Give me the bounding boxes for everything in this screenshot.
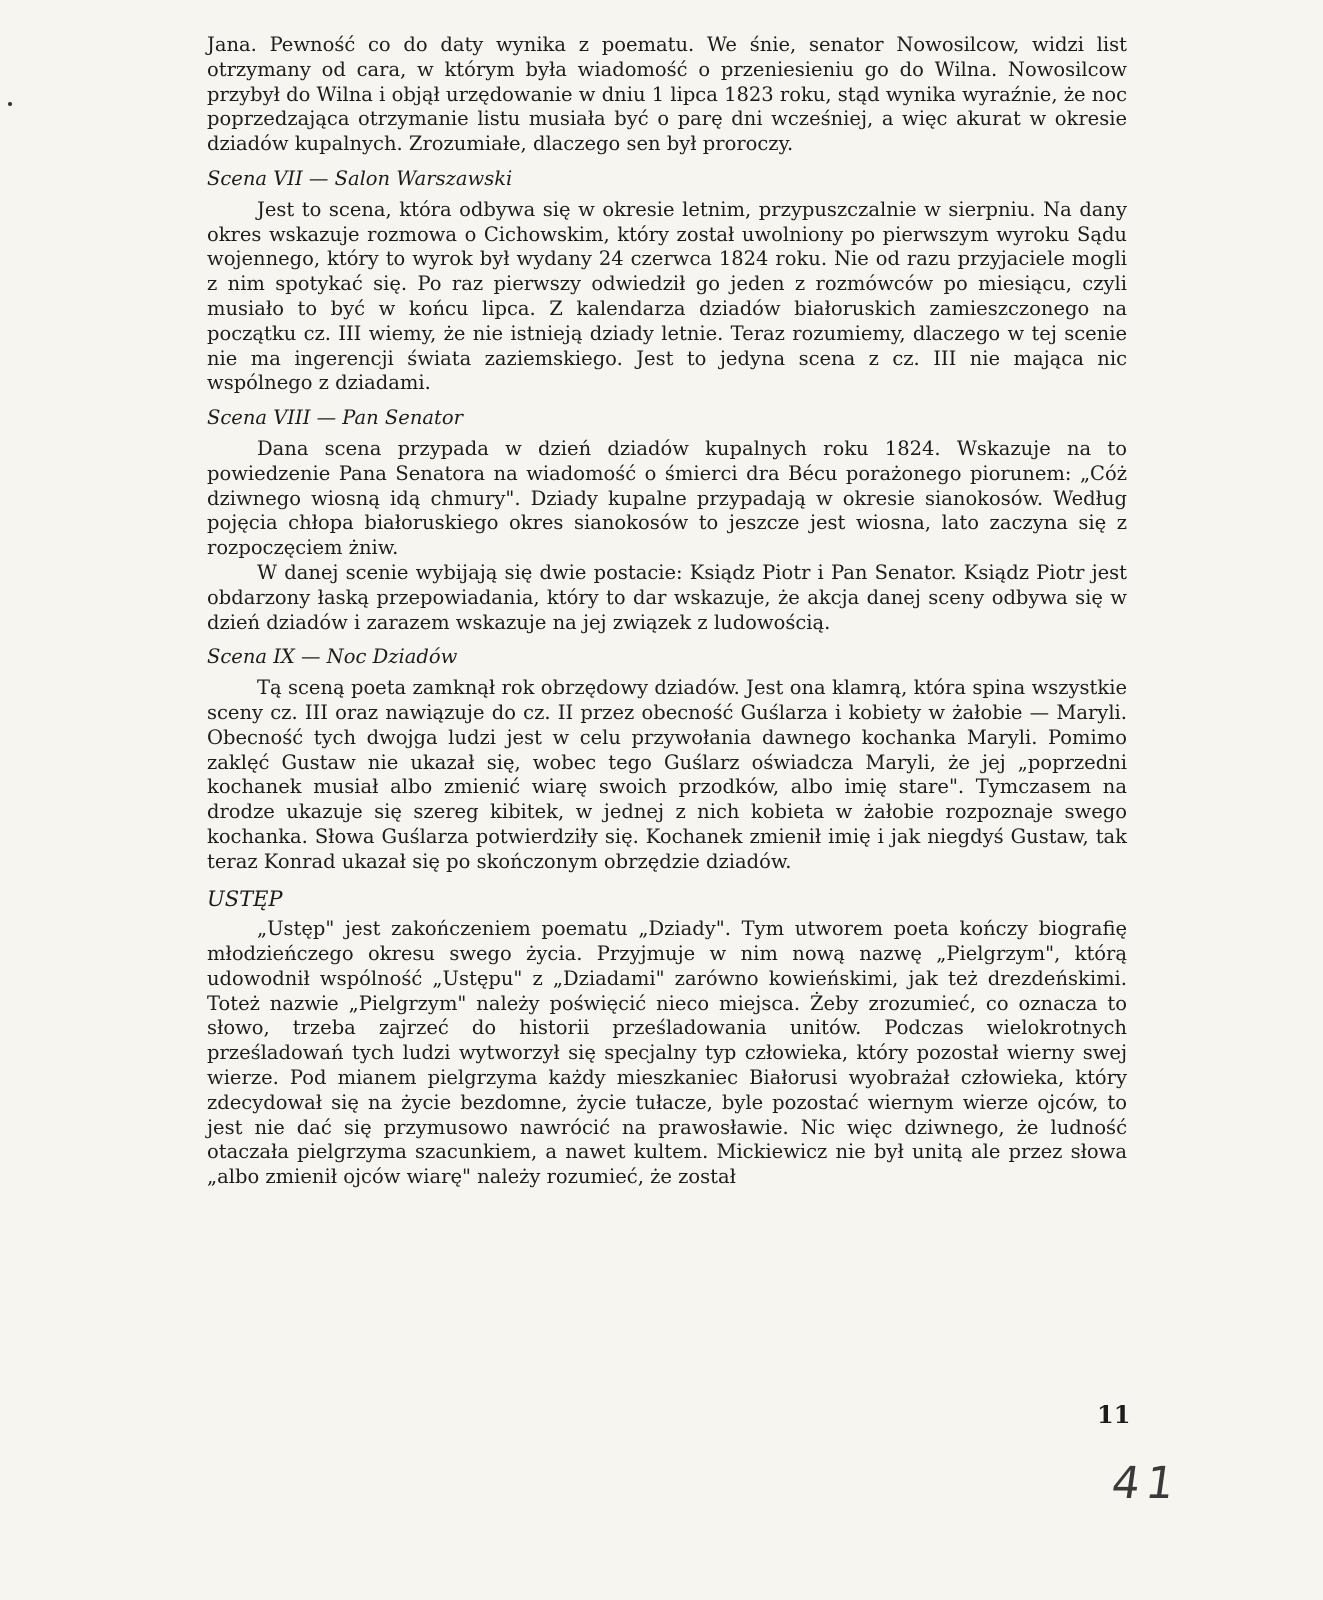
paragraph: W danej scenie wybijają się dwie postacie: Ksiądz Piotr i Pan Senator. Ksiądz Piotr jest obdarzony łaską przepowiadania, który to dar wskazuje, że akcja danej sceny odbywa się w dzień dziadów i zarazem wskazuje na jej związek z ludowością. — [207, 560, 1127, 634]
section-heading: USTĘP — [207, 886, 283, 911]
margin-mark — [8, 102, 12, 106]
handwritten-page-number: 41 — [1108, 1458, 1184, 1509]
paragraph: Dana scena przypada w dzień dziadów kupalnych roku 1824. Wskazuje na to powiedzenie Pana Senatora na wiadomość o śmierci dra Bécu porażonego piorunem: „Cóż dziwnego wiosną idą chmury". Dziady kupalne przypadają w okresie sianokosów. Według pojęcia chłopa białoruskiego okres sianokosów to jeszcze jest wiosna, lato zaczyna się z rozpoczęciem żniw. — [207, 436, 1127, 560]
page-number: 11 — [1097, 1400, 1131, 1429]
paragraph: Jest to scena, która odbywa się w okresie letnim, przypuszczalnie w sierpniu. Na dany okres wskazuje rozmowa o Cichowskim, który został uwolniony po pierwszym wyroku Sądu wojennego, który to wyrok był wydany 24 czerwca 1824 roku. Nie od razu przyjaciele mogli z nim spotykać się. Po raz pierwszy odwiedził go jeden z rozmówców po miesiącu, czyli musiało to być w końcu lipca. Z kalendarza dziadów białoruskich zamieszczonego na początku cz. III wiemy, że nie istnieją dziady letnie. Teraz rozumiemy, dlaczego w tej scenie nie ma ingerencji świata zaziemskiego. Jest to jedyna scena z cz. III nie mająca nic wspólnego z dziadami. — [207, 197, 1127, 395]
section-heading: Scena VII — Salon Warszawski — [207, 166, 513, 190]
paragraph: „Ustęp" jest zakończeniem poematu „Dziady". Tym utworem poeta kończy biografię młodzieńczego okresu swego życia. Przyjmuje w nim nową nazwę „Pielgrzym", którą udowodnił wspólność „Ustępu" z „Dziadami" zarówno kowieńskimi, jak też drezdeńskimi. Toteż nazwie „Pielgrzym" należy poświęcić nieco miejsca. Żeby zrozumieć, co oznacza to słowo, trzeba zajrzeć do historii prześladowania unitów. Podczas wielokrotnych prześladowań tych ludzi wytworzył się specjalny typ człowieka, który pozostał wierny swej wierze. Pod mianem pielgrzyma każdy mieszkaniec Białorusi wyobrażał człowieka, który zdecydował się na życie bezdomne, życie tułacze, byle pozostać wiernym wierze ojców, to jest nie dać się przymusowo nawrócić na prawosławie. Nic więc dziwnego, że ludność otaczała pielgrzyma szacunkiem, a nawet kultem. Mickiewicz nie był unitą ale przez słowa „albo zmienił ojców wiarę" należy rozumieć, że został — [207, 917, 1127, 1189]
section-heading: Scena IX — Noc Dziadów — [207, 645, 458, 669]
section-heading: Scena VIII — Pan Senator — [207, 406, 463, 430]
paragraph: Jana. Pewność co do daty wynika z poematu. We śnie, senator Nowosilcow, widzi list otrzymany od cara, w którym była wiadomość o przeniesieniu go do Wilna. Nowosilcow przybył do Wilna i objął urzędowanie w dniu 1 lipca 1823 roku, stąd wynika wyraźnie, że noc poprzedzająca otrzymanie listu musiała być o parę dni wcześniej, a więc akurat w okresie dziadów kupalnych. Zrozumiałe, dlaczego sen był proroczy. — [207, 33, 1127, 156]
text-column — [207, 33, 1127, 1190]
paragraph: Tą sceną poeta zamknął rok obrzędowy dziadów. Jest ona klamrą, która spina wszystkie sceny cz. III oraz nawiązuje do cz. II przez obecność Guślarza i kobiety w żałobie — Maryli. Obecność tych dwojga ludzi jest w celu przywołania dawnego kochanka Maryli. Pomimo zaklęć Gustaw nie ukazał się, wobec tego Guślarz oświadcza Maryli, że jej „poprzedni kochanek musiał albo zmienić wiarę swoich przodków, albo imię stare". Tymczasem na drodze ukazuje się szereg kibitek, w jednej z nich kobieta w żałobie rozpoznaje swego kochanka. Słowa Guślarza potwierdziły się. Kochanek zmienił imię i jak niegdyś Gustaw, tak teraz Konrad ukazał się po skończonym obrzędzie dziadów. — [207, 676, 1127, 873]
